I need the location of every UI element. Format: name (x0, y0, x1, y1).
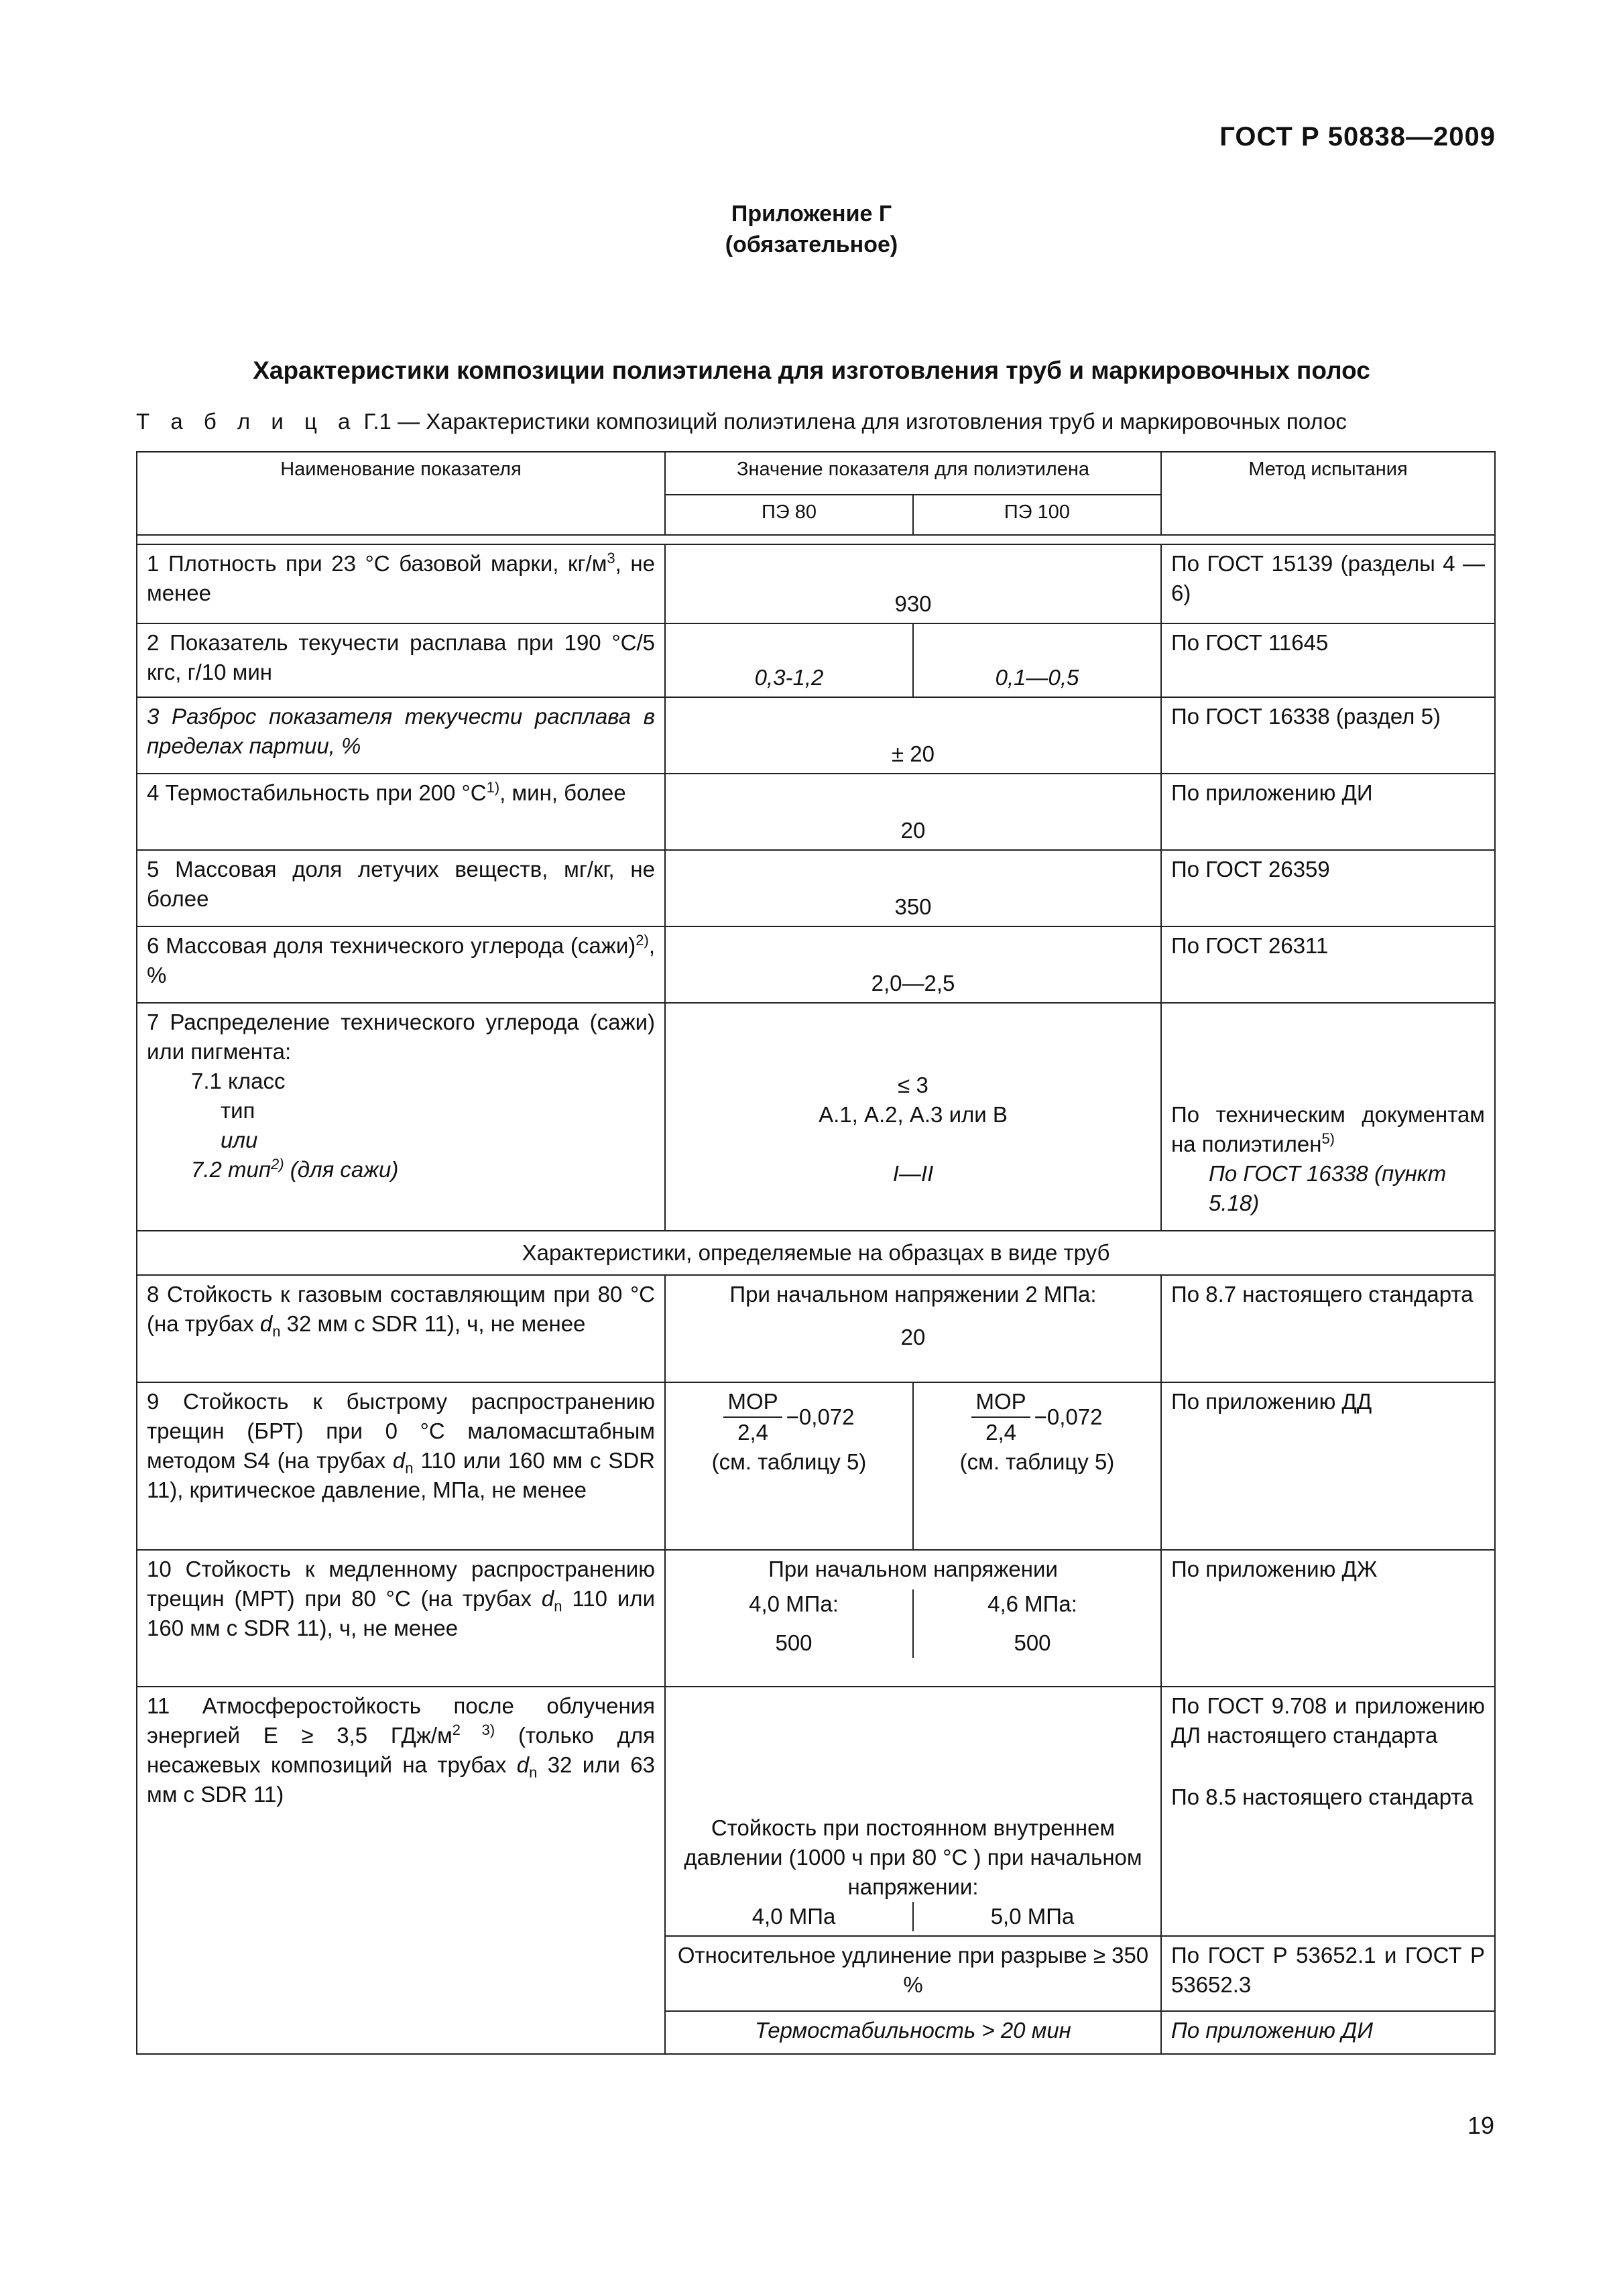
row6-value: 2,0—2,5 (665, 926, 1161, 1003)
table-caption-lead: Т а б л и ц а (136, 409, 358, 434)
row9-name: 9 Стойкость к быстрому распространению трещин (БРТ) при 0 °С маломасштабным методом S4 (на трубах $d_n$ 110 или 160 мм с SDR 11), критическое давление, МПа, не менее (137, 1382, 665, 1550)
row1-method: По ГОСТ 15139 (разделы 4 — 6) (1161, 544, 1495, 623)
header-row (137, 452, 1495, 495)
table-caption (136, 409, 1347, 434)
row1-name: 1 Плотность при 23 °С базовой марки, $кг/м^3$, не менее (137, 544, 665, 623)
formula-pe80: MOP 2,4 −0,072 (723, 1387, 854, 1447)
table-row (137, 1275, 1495, 1382)
row10-method: По приложению ДЖ (1161, 1550, 1495, 1687)
row10-name: 10 Стойкость к медленному распространению трещин (МРТ) при 80 °С (на трубах $d_n$ 110 или 160 мм с SDR 11), ч, не менее (137, 1550, 665, 1687)
row6-method: По ГОСТ 26311 (1161, 926, 1495, 1003)
row6-name: 6 Массовая доля технического углерода (сажи)$^{2)}$, % (137, 926, 665, 1003)
header-value: Значение показателя для полиэтилена (665, 452, 1161, 495)
formula-pe100: MOP 2,4 −0,072 (971, 1387, 1102, 1447)
header-method: Метод испытания (1161, 452, 1495, 535)
row11-value-pressure: Стойкость при постоянном внутреннем давлении (1000 ч при 80 °С ) при начальном напряжении: 4,0 МПа 5,0 МПа (665, 1687, 1161, 1936)
header-pe100: ПЭ 100 (913, 495, 1161, 535)
table-row (137, 697, 1495, 774)
document-code: ГОСТ Р 50838—2009 (1219, 122, 1496, 152)
row9-method: По приложению ДД (1161, 1382, 1495, 1550)
table-row (137, 1550, 1495, 1687)
header-pe80: ПЭ 80 (665, 495, 913, 535)
row2-pe100: 0,1—0,5 (913, 623, 1161, 697)
row2-pe80: 0,3-1,2 (665, 623, 913, 697)
row7-value: ≤ 3 А.1, А.2, А.3 или В I—II (665, 1003, 1161, 1231)
table-row (137, 544, 1495, 623)
row11-method-c: По приложению ДИ (1161, 2011, 1495, 2054)
table-row (137, 1382, 1495, 1550)
table-row (137, 774, 1495, 850)
header-indicator: Наименование показателя (137, 452, 665, 535)
row8-value: При начальном напряжении 2 МПа: 20 (665, 1275, 1161, 1382)
row11-method-a: По ГОСТ 9.708 и приложению ДЛ настоящего стандарта По 8.5 настоящего стандарта (1161, 1687, 1495, 1936)
row3-name: 3 Разброс показателя текучести расплава в пределах партии, % (137, 697, 665, 774)
row4-method: По приложению ДИ (1161, 774, 1495, 850)
row11-method-b: По ГОСТ Р 53652.1 и ГОСТ Р 53652.3 (1161, 1936, 1495, 2011)
row7-method: По техническим документам на полиэтилен$^{5)}$ По ГОСТ 16338 (пункт 5.18) (1161, 1003, 1495, 1231)
table-row (137, 850, 1495, 926)
row11-value-elongation: Относительное удлинение при разрыве ≥ 350 % (665, 1936, 1161, 2011)
row3-value: ± 20 (665, 697, 1161, 774)
row10-value: При начальном напряжении 4,0 МПа: 500 4,6 МПа: 500 (665, 1550, 1161, 1687)
section-title: Характеристики композиции полиэтилена для изготовления труб и маркировочных полос (253, 357, 1370, 384)
table-row (137, 926, 1495, 1003)
table-caption-text: Г.1 — Характеристики композиций полиэтилена для изготовления труб и маркировочных полос (357, 409, 1347, 434)
row9-pe100: MOP 2,4 −0,072 (см. таблицу 5) (913, 1382, 1161, 1550)
row4-value: 20 (665, 774, 1161, 850)
header-gap-row (137, 535, 1495, 544)
characteristics-table (136, 451, 1496, 2055)
row11-value-thermostab: Термостабильность > 20 мин (665, 2011, 1161, 2054)
row2-name: 2 Показатель текучести расплава при 190 °С/5 кгс, г/10 мин (137, 623, 665, 697)
row5-value: 350 (665, 850, 1161, 926)
row2-method: По ГОСТ 11645 (1161, 623, 1495, 697)
row5-method: По ГОСТ 26359 (1161, 850, 1495, 926)
row4-name: 4 Термостабильность при 200 $^\circ С^{1)}$, мин, более (137, 774, 665, 850)
table-row (137, 1687, 1495, 1936)
appendix-title: Приложение Г (731, 201, 892, 227)
row8-name: 8 Стойкость к газовым составляющим при 80 °С (на трубах $d_n$ 32 мм с SDR 11), ч, не менее (137, 1275, 665, 1382)
page-number: 19 (1467, 2112, 1494, 2139)
row7-name: 7 Распределение технического углерода (сажи) или пигмента: 7.1 класс тип или 7.2 тип$^{2)}$ (для сажи) (137, 1003, 665, 1231)
row1-value: 930 (665, 544, 1161, 623)
span-header-row (137, 1231, 1495, 1275)
row11-name: 11 Атмосферостойкость после облучения энергией Е ≥ 3,5 ГДж/$м^{2 3)}$ (только для несажевых композиций на трубах $d_n$ 32 или 63 мм с SDR 11) (137, 1687, 665, 2054)
appendix-status: (обязательное) (725, 232, 898, 257)
row5-name: 5 Массовая доля летучих веществ, мг/кг, не более (137, 850, 665, 926)
span-header: Характеристики, определяемые на образцах в виде труб (137, 1231, 1495, 1275)
row3-method: По ГОСТ 16338 (раздел 5) (1161, 697, 1495, 774)
row8-method: По 8.7 настоящего стандарта (1161, 1275, 1495, 1382)
table-row (137, 1003, 1495, 1231)
table-row (137, 623, 1495, 697)
row9-pe80: MOP 2,4 −0,072 (см. таблицу 5) (665, 1382, 913, 1550)
